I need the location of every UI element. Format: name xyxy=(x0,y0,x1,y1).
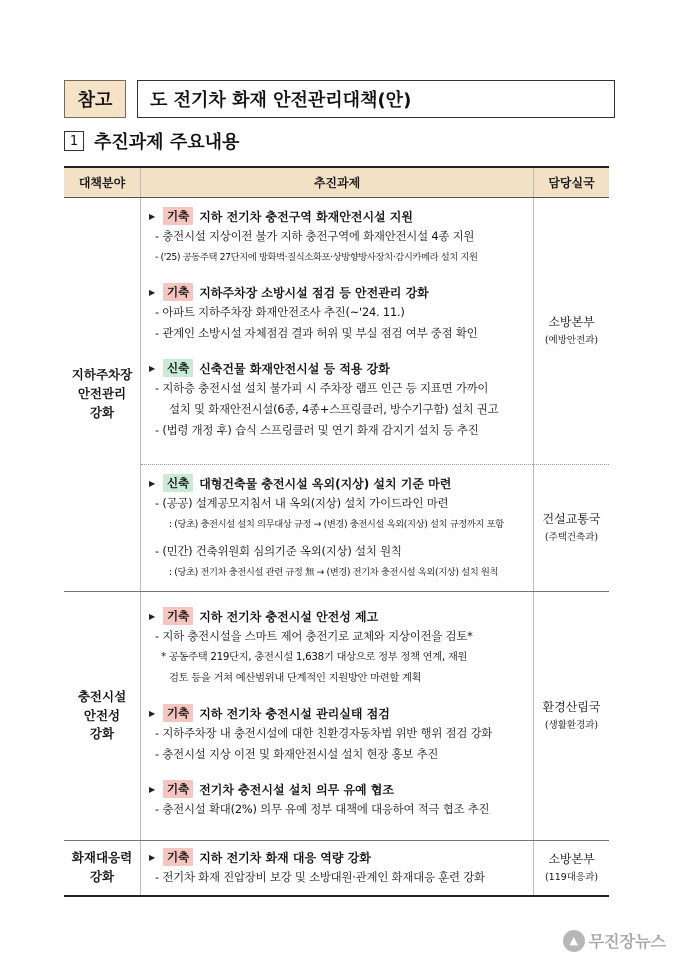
table-row xyxy=(64,841,609,895)
triangle-bullet-icon: ▶ xyxy=(149,211,156,221)
new-building-tag: 신축 xyxy=(163,359,193,377)
task-item: - (법령 개정 후) 습식 스프링클러 및 연기 화재 감지기 설치 등 추진 xyxy=(155,423,479,437)
triangle-bullet-icon: ▶ xyxy=(149,478,156,488)
task-title: 지하 전기차 충전시설 안전성 제고 xyxy=(199,609,379,624)
department-cell xyxy=(534,841,609,895)
category-cell: 지하주차장 안전관리 강화 xyxy=(71,367,133,420)
section-heading xyxy=(64,128,239,154)
department-entry xyxy=(534,841,609,895)
task-group xyxy=(149,473,529,583)
department-cell xyxy=(534,198,609,591)
task-item: - 지하 충전시설을 스마트 제어 충전기로 교체와 지상이전을 검토* xyxy=(155,629,473,643)
task-group xyxy=(149,606,529,689)
triangle-bullet-icon: ▶ xyxy=(149,708,156,718)
department-entry xyxy=(534,198,609,464)
task-heading xyxy=(149,282,529,302)
task-heading xyxy=(149,779,529,799)
task-item: - 충전시설 확대(2%) 의무 유예 정부 대책에 대응하여 적극 협조 추진 xyxy=(155,802,490,816)
task-title: 지하 전기차 충전시설 관리실태 점검 xyxy=(199,706,390,721)
task-heading xyxy=(149,358,529,378)
task-heading xyxy=(149,473,529,493)
department-name: 환경산림국 xyxy=(542,700,601,714)
tasks-cell xyxy=(140,592,534,840)
task-table xyxy=(64,166,609,897)
task-item: 설치 및 화재안전시설(6종, 4종+스프링클러, 방수기구함) 설치 권고 xyxy=(169,402,499,416)
reference-label: 참고 xyxy=(64,80,126,118)
column-header-category: 대책분야 xyxy=(78,176,126,190)
task-heading xyxy=(149,206,529,226)
category-cell: 충전시설 안전성 강화 xyxy=(77,688,127,742)
document-title: 도 전기차 화재 안전관리대책(안) xyxy=(137,80,615,118)
existing-building-tag: 기축 xyxy=(163,207,193,225)
table-row xyxy=(64,592,609,841)
existing-building-tag: 기축 xyxy=(163,780,193,798)
table-row xyxy=(64,198,609,592)
triangle-bullet-icon: ▶ xyxy=(149,784,156,794)
task-group xyxy=(149,703,529,765)
section-title: 추진과제 주요내용 xyxy=(94,132,240,153)
department-division: (생활환경과) xyxy=(544,720,599,731)
category-cell: 화재대응력 강화 xyxy=(71,850,133,884)
tasks-cell xyxy=(140,198,534,591)
task-title: 전기차 충전시설 설치 의무 유예 협조 xyxy=(199,782,394,797)
column-header-department: 담당실국 xyxy=(548,176,595,190)
task-item: : (당초) 전기차 충전시설 관련 규정 無 → (변경) 전기차 충전시설 옥외(지상) 설치 원칙 xyxy=(169,567,499,578)
new-building-tag: 신축 xyxy=(163,474,193,492)
department-name: 건설교통국 xyxy=(542,512,601,526)
task-group xyxy=(149,779,529,820)
task-title: 대형건축물 충전시설 옥외(지상) 설치 기준 마련 xyxy=(199,476,452,491)
department-division: (119대응과) xyxy=(544,872,599,883)
watermark xyxy=(563,929,666,952)
triangle-bullet-icon: ▶ xyxy=(149,611,156,621)
task-title: 지하 전기차 충전구역 화재안전시설 지원 xyxy=(199,209,413,224)
section-number: 1 xyxy=(64,131,84,151)
task-item: - 전기차 화재 진압장비 보강 및 소방대원·관계인 화재대응 훈련 강화 xyxy=(155,870,485,884)
task-item: - 지하주차장 내 충전시설에 대한 친환경자동차법 위반 행위 점검 강화 xyxy=(155,726,493,740)
existing-building-tag: 기축 xyxy=(163,607,193,625)
existing-building-tag: 기축 xyxy=(163,283,193,301)
task-item: - 관계인 소방시설 자체점검 결과 허위 및 부실 점검 여부 중점 확인 xyxy=(155,326,478,340)
existing-building-tag: 기축 xyxy=(163,848,193,866)
task-title: 지하 전기차 화재 대응 역량 강화 xyxy=(199,850,371,865)
task-note: 검토 등을 거쳐 예산범위내 단계적인 지원방안 마련할 계획 xyxy=(169,672,422,684)
column-header-tasks: 추진과제 xyxy=(140,168,534,197)
department-name: 소방본부 xyxy=(548,315,595,329)
task-block xyxy=(141,198,533,464)
task-heading xyxy=(149,703,529,723)
task-block xyxy=(141,464,533,591)
table-header xyxy=(64,168,609,198)
task-note: * 공동주택 219단지, 충전시설 1,638기 대상으로 정부 정책 연계, 재원 xyxy=(161,651,468,663)
task-heading xyxy=(149,606,529,626)
task-title: 신축건물 화재안전시설 등 적용 강화 xyxy=(199,361,390,376)
department-division: (주택건축과) xyxy=(544,532,599,543)
department-entry xyxy=(534,592,609,840)
department-name: 소방본부 xyxy=(548,852,595,866)
watermark-text: 무진장뉴스 xyxy=(588,932,666,951)
existing-building-tag: 기축 xyxy=(163,704,193,722)
task-group xyxy=(149,847,529,888)
department-division: (예방안전과) xyxy=(544,335,599,346)
task-item: - ('25) 공동주택 27단지에 방화벽·질식소화포·상방향방사장치·감시카메라 설치 지원 xyxy=(155,252,478,263)
mountain-logo-icon: ▲ xyxy=(563,930,585,952)
task-item: - 충전시설 지상이전 불가 지하 충전구역에 화재안전시설 4종 지원 xyxy=(155,229,475,243)
triangle-bullet-icon: ▶ xyxy=(149,852,156,862)
department-entry xyxy=(534,464,609,591)
task-group xyxy=(149,282,529,344)
task-group xyxy=(149,358,529,441)
task-block xyxy=(141,841,533,895)
triangle-bullet-icon: ▶ xyxy=(149,287,156,297)
task-title: 지하주차장 소방시설 점검 등 안전관리 강화 xyxy=(199,285,429,300)
task-item: - (공공) 설계공모지침서 내 옥외(지상) 설치 가이드라인 마련 xyxy=(155,496,449,510)
task-item: - 아파트 지하주차장 화재안전조사 추진(~'24. 11.) xyxy=(155,305,405,319)
task-group xyxy=(149,206,529,268)
task-item: : (당초) 충전시설 설치 의무대상 규정 → (변경) 충전시설 옥외(지상) 설치 규정까지 포함 xyxy=(169,519,504,530)
task-heading xyxy=(149,847,529,867)
department-cell xyxy=(534,592,609,840)
triangle-bullet-icon: ▶ xyxy=(149,363,156,373)
task-item: - 지하층 충전시설 설치 불가피 시 주차장 램프 인근 등 지표면 가까이 xyxy=(155,381,489,395)
task-item: - (민간) 건축위원회 심의기준 옥외(지상) 설치 원칙 xyxy=(155,544,402,558)
tasks-cell xyxy=(140,841,534,895)
task-block xyxy=(141,592,533,840)
task-item: - 충전시설 지상 이전 및 화재안전시설 설치 현장 홍보 추진 xyxy=(155,747,439,761)
